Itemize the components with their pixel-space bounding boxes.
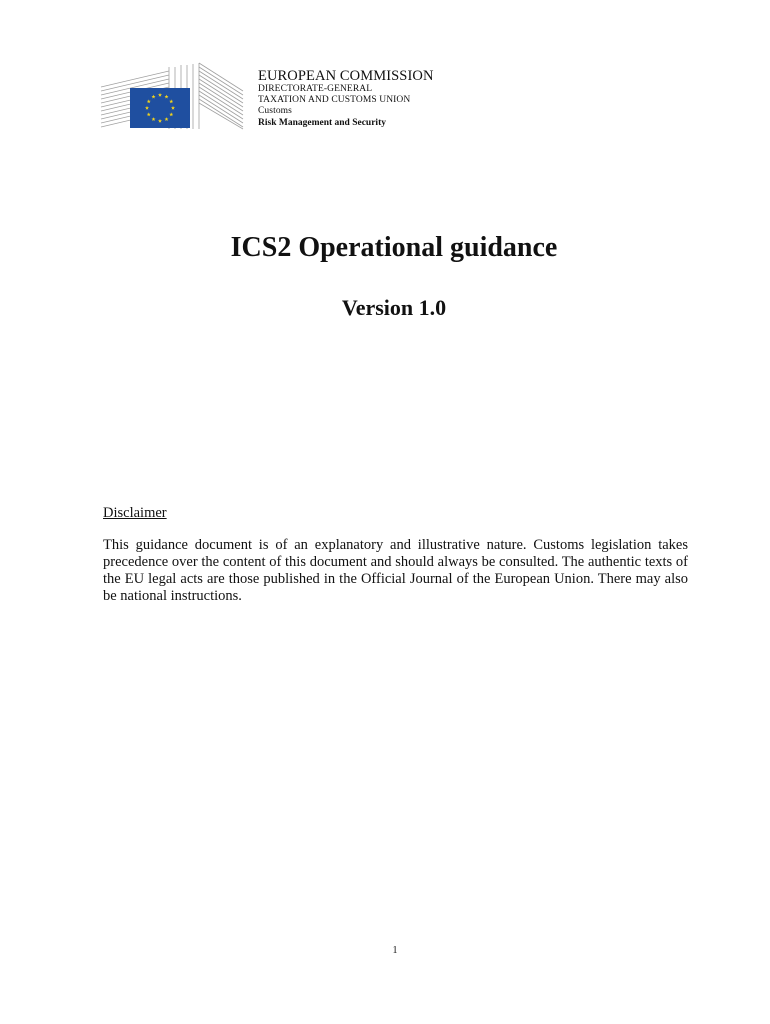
division-name: Customs bbox=[258, 106, 292, 116]
page-number: 1 bbox=[392, 945, 398, 956]
department-name: TAXATION AND CUSTOMS UNION bbox=[258, 95, 411, 105]
issuer-header bbox=[258, 68, 558, 129]
document-version: Version 1.0 bbox=[341, 295, 447, 320]
disclaimer-text: This guidance document is of an explanatory and illustrative nature. Customs legislation takes precedence over the content of this document and should always be consulted. The authentic texts of the EU legal acts are those published in the Official Journal of the European Union. There may also be national instructions. bbox=[103, 537, 688, 604]
document-title: ICS2 Operational guidance bbox=[230, 232, 558, 263]
directorate-name: DIRECTORATE-GENERAL bbox=[258, 84, 373, 94]
disclaimer-heading: Disclaimer bbox=[103, 505, 167, 521]
organization-name: EUROPEAN COMMISSION bbox=[258, 68, 434, 84]
european-commission-logo bbox=[99, 61, 245, 131]
unit-name: Risk Management and Security bbox=[258, 118, 386, 128]
